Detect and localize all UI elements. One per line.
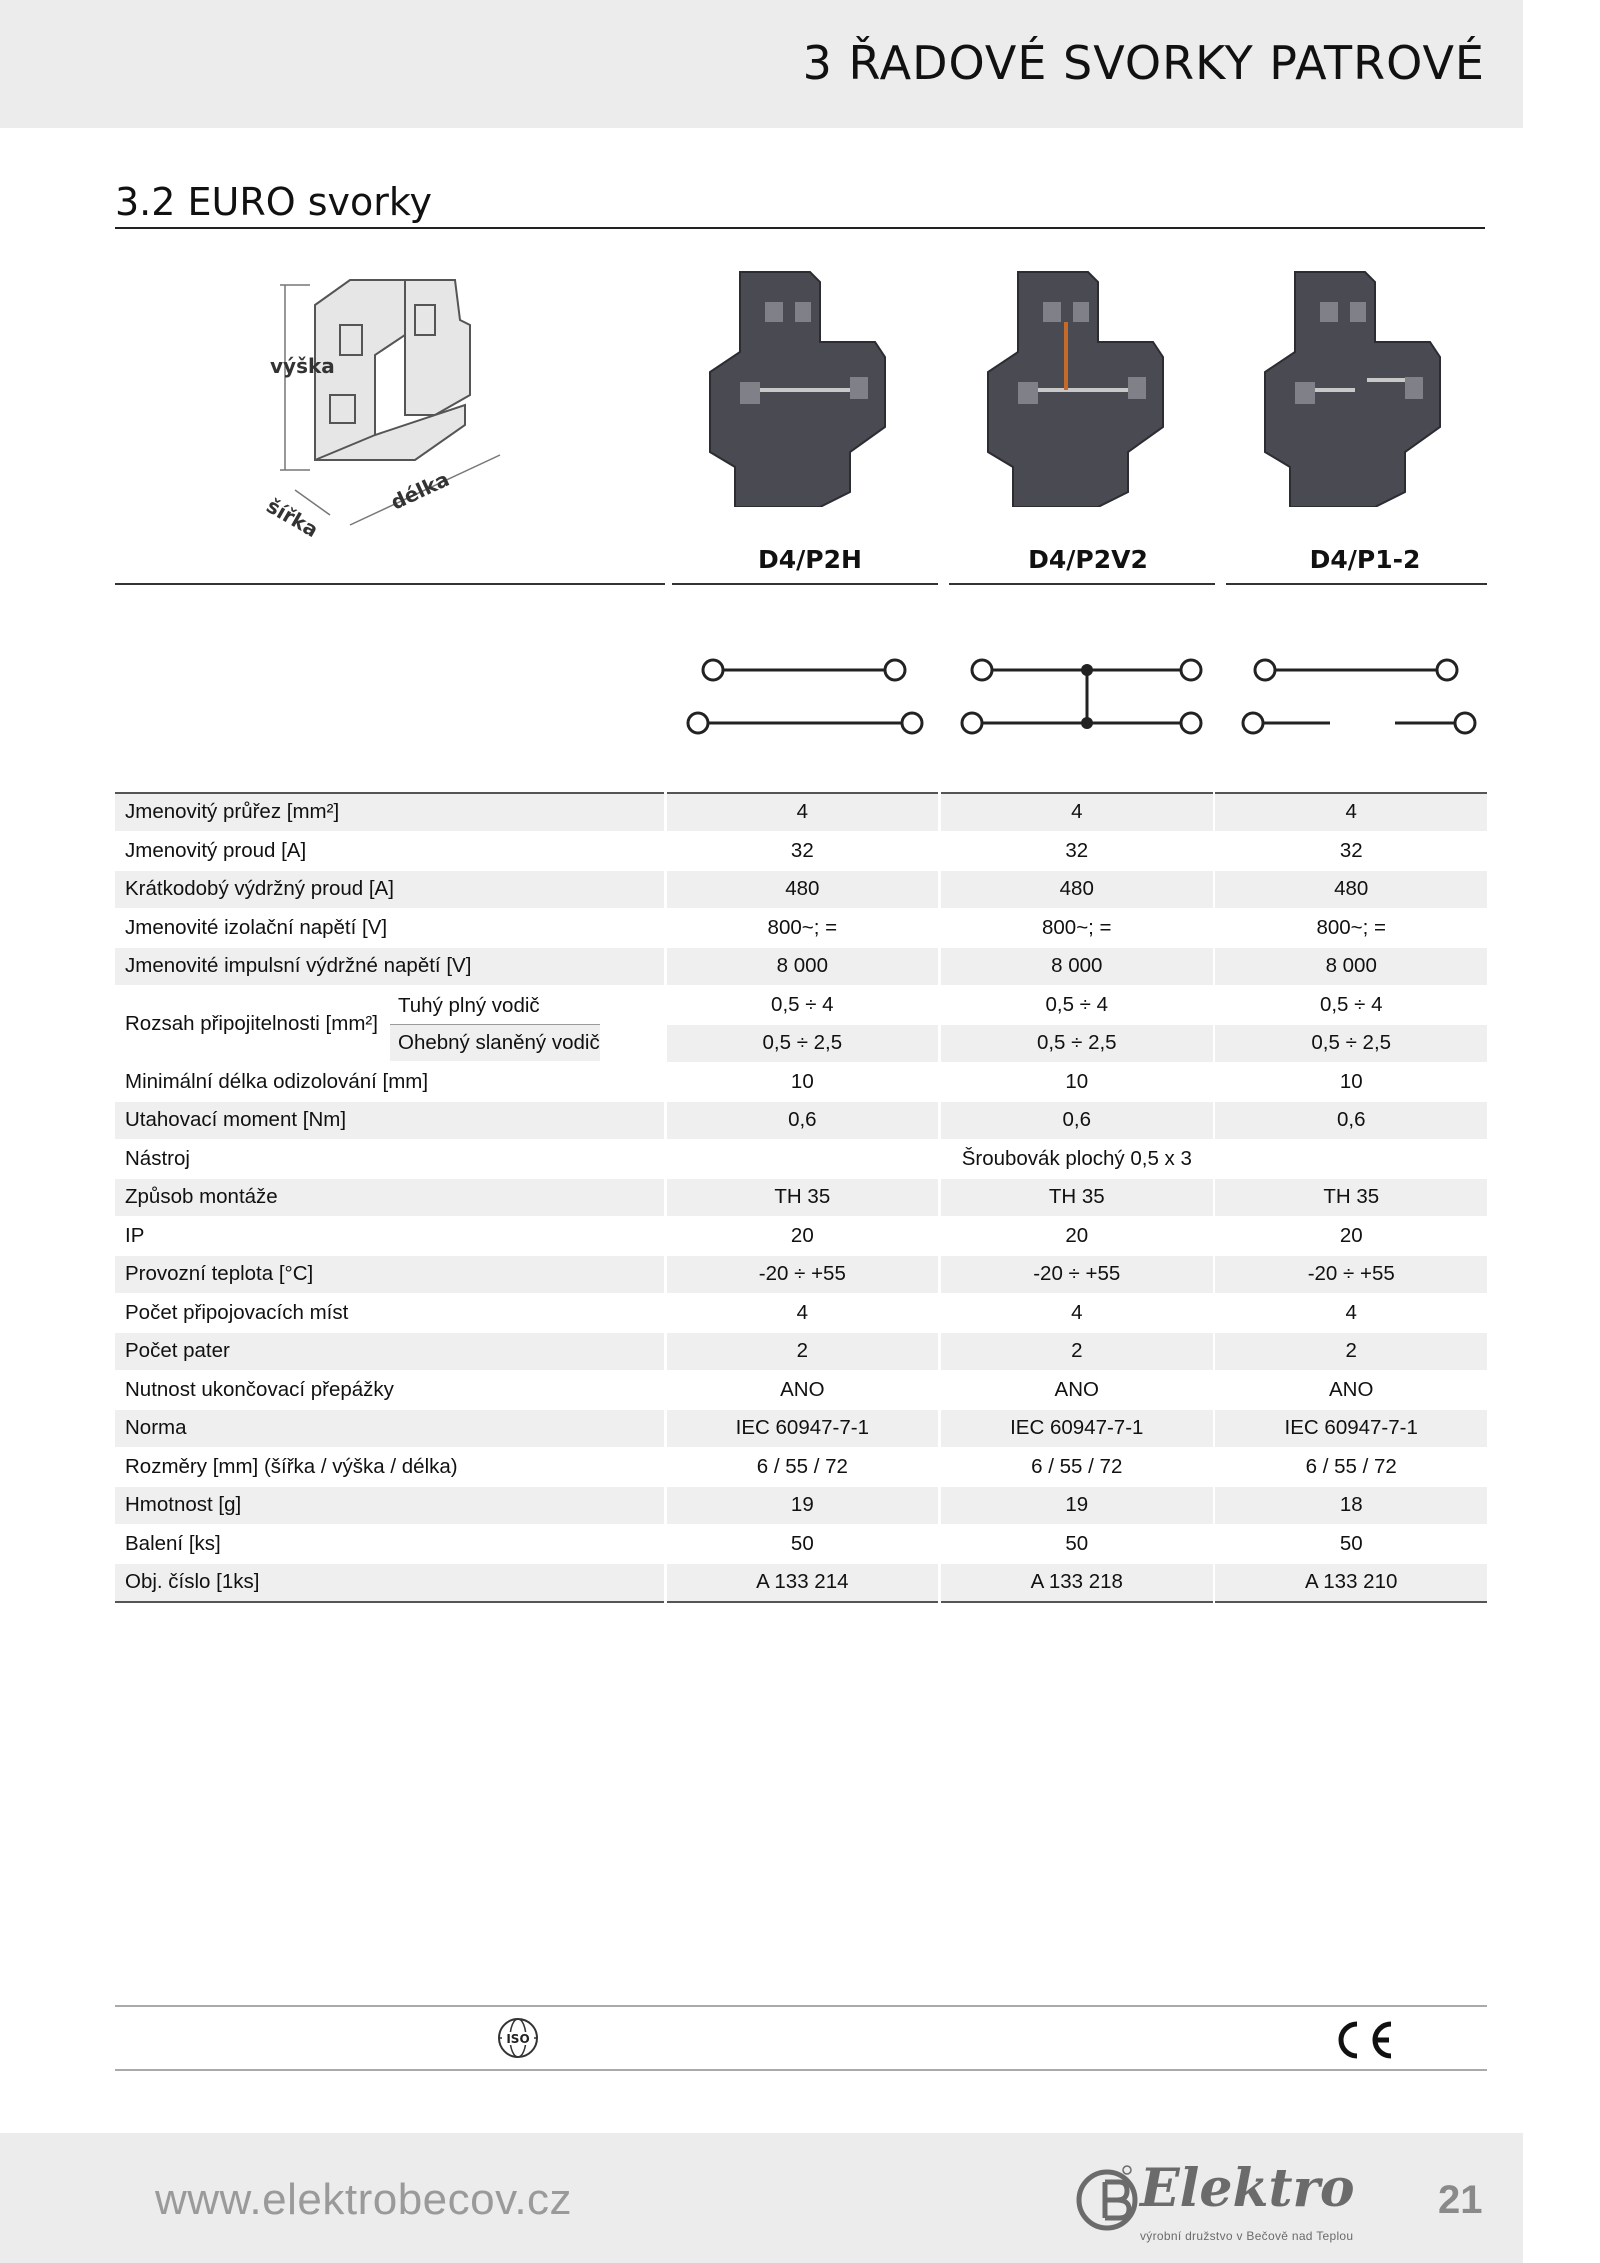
- svg-text:ISO: ISO: [506, 2032, 530, 2046]
- spec-label: Způsob montáže: [115, 1178, 664, 1217]
- connectivity-sublabels: [390, 988, 600, 1061]
- table-row: [115, 1294, 1487, 1333]
- spec-label: Hmotnost [g]: [115, 1486, 664, 1525]
- chapter-title: 3 ŘADOVÉ SVORKY PATROVÉ: [802, 36, 1485, 90]
- table-row: [115, 1371, 1487, 1410]
- spec-value: TH 35: [1215, 1178, 1487, 1217]
- spec-value: -20 ÷ +55: [667, 1255, 939, 1294]
- spec-label: Jmenovitý průřez [mm²]: [115, 793, 664, 832]
- spec-value: A 133 218: [941, 1563, 1213, 1602]
- spec-value: 50: [667, 1525, 939, 1564]
- ce-mark: [1327, 2018, 1397, 2062]
- iso-icon: [496, 2016, 540, 2060]
- spec-value: TH 35: [667, 1178, 939, 1217]
- length-label: délka: [386, 466, 453, 515]
- spec-value: 10: [667, 1063, 939, 1102]
- spec-value: IEC 60947-7-1: [667, 1409, 939, 1448]
- spec-value: -20 ÷ +55: [941, 1255, 1213, 1294]
- table-row: [115, 1525, 1487, 1564]
- logo-subtext: výrobní družstvo v Bečově nad Teplou: [1140, 2229, 1354, 2243]
- spec-value: 32: [941, 832, 1213, 871]
- spec-label: Rozsah připojitelnosti [mm²]: [125, 1012, 378, 1035]
- spec-value: 50: [1215, 1525, 1487, 1564]
- spec-value: 6 / 55 / 72: [1215, 1448, 1487, 1487]
- spec-value: 6 / 55 / 72: [667, 1448, 939, 1487]
- spec-value: 6 / 55 / 72: [941, 1448, 1213, 1487]
- table-row: [115, 832, 1487, 871]
- website-link[interactable]: www.elektrobecov.cz: [155, 2175, 573, 2224]
- page-number: 21: [1438, 2178, 1483, 2222]
- spec-value: 0,5 ÷ 2,5: [941, 1024, 1213, 1063]
- spec-value: 8 000: [1215, 947, 1487, 986]
- height-label: výška: [270, 354, 335, 378]
- table-row: [115, 793, 1487, 832]
- spec-value: Šroubovák plochý 0,5 x 3: [667, 1140, 1487, 1179]
- label-divider: [949, 583, 1215, 585]
- spec-value: 480: [1215, 870, 1487, 909]
- spec-value: 0,5 ÷ 4: [1215, 986, 1487, 1025]
- spec-value: 2: [941, 1332, 1213, 1371]
- table-row: [115, 1063, 1487, 1102]
- table-row: [115, 1563, 1487, 1602]
- product-image-d4-p1-2: [1255, 262, 1455, 507]
- spec-value: 19: [941, 1486, 1213, 1525]
- table-row: [115, 1486, 1487, 1525]
- spec-value: 0,6: [1215, 1101, 1487, 1140]
- spec-value: 8 000: [941, 947, 1213, 986]
- footer-divider: [115, 2069, 1487, 2071]
- spec-value: 0,5 ÷ 2,5: [667, 1024, 939, 1063]
- label-divider: [115, 583, 665, 585]
- table-row: [115, 947, 1487, 986]
- spec-value: 2: [667, 1332, 939, 1371]
- label-divider: [1226, 583, 1487, 585]
- spec-label: Jmenovitý proud [A]: [115, 832, 664, 871]
- spec-value: ANO: [667, 1371, 939, 1410]
- spec-label: Utahovací moment [Nm]: [115, 1101, 664, 1140]
- spec-value: 19: [667, 1486, 939, 1525]
- table-row: [115, 986, 1487, 1025]
- spec-value: ANO: [1215, 1371, 1487, 1410]
- spec-label: Balení [ks]: [115, 1525, 664, 1564]
- spec-value: 0,5 ÷ 4: [941, 986, 1213, 1025]
- spec-value: 20: [667, 1217, 939, 1256]
- spec-value: 10: [941, 1063, 1213, 1102]
- spec-value: IEC 60947-7-1: [1215, 1409, 1487, 1448]
- wiring-schema-d4-p1-2: [1235, 640, 1485, 740]
- spec-value: 480: [667, 870, 939, 909]
- spec-value: 0,6: [941, 1101, 1213, 1140]
- table-row: [115, 1217, 1487, 1256]
- spec-value: 4: [667, 1294, 939, 1333]
- spec-value: 4: [1215, 1294, 1487, 1333]
- spec-value: 4: [941, 1294, 1213, 1333]
- width-label: šířka: [262, 493, 323, 543]
- spec-value: 4: [667, 793, 939, 832]
- spec-value: 2: [1215, 1332, 1487, 1371]
- spec-value: 8 000: [667, 947, 939, 986]
- spec-label: Nástroj: [115, 1140, 664, 1179]
- wiring-schema-d4-p2v2: [960, 640, 1210, 740]
- logo-text: Elektro: [1140, 2158, 1355, 2219]
- spec-value: IEC 60947-7-1: [941, 1409, 1213, 1448]
- wiring-schema-d4-p2h: [685, 640, 935, 740]
- spec-value: TH 35: [941, 1178, 1213, 1217]
- spec-value: 18: [1215, 1486, 1487, 1525]
- section-divider: [115, 227, 1485, 229]
- spec-value: 10: [1215, 1063, 1487, 1102]
- spec-value: 0,6: [667, 1101, 939, 1140]
- spec-sublabel: Tuhý plný vodič: [398, 993, 540, 1017]
- spec-value: 4: [1215, 793, 1487, 832]
- spec-value: A 133 214: [667, 1563, 939, 1602]
- spec-value: A 133 210: [1215, 1563, 1487, 1602]
- specification-table: [115, 792, 1487, 1603]
- spec-value: 20: [1215, 1217, 1487, 1256]
- spec-value: 0,5 ÷ 2,5: [1215, 1024, 1487, 1063]
- spec-value: 50: [941, 1525, 1213, 1564]
- product-image-d4-p2v2: [978, 262, 1178, 507]
- spec-value: -20 ÷ +55: [1215, 1255, 1487, 1294]
- table-row: [115, 1101, 1487, 1140]
- table-row: [115, 1409, 1487, 1448]
- spec-label: Norma: [115, 1409, 664, 1448]
- table-row: [115, 1332, 1487, 1371]
- spec-value: 32: [667, 832, 939, 871]
- connectivity-group: [125, 987, 664, 1062]
- table-row: [115, 1178, 1487, 1217]
- spec-label: Provozní teplota [°C]: [115, 1255, 664, 1294]
- dimension-drawing: [255, 265, 525, 555]
- spec-value: 800~; =: [1215, 909, 1487, 948]
- table-row: [115, 909, 1487, 948]
- spec-value: 32: [1215, 832, 1487, 871]
- product-code: D4/P2H: [758, 545, 862, 574]
- spec-sublabel: Ohebný slaněný vodič: [390, 1024, 600, 1061]
- spec-value: ANO: [941, 1371, 1213, 1410]
- spec-value: 4: [941, 793, 1213, 832]
- spec-label: Minimální délka odizolování [mm]: [115, 1063, 664, 1102]
- spec-label: Jmenovité izolační napětí [V]: [115, 909, 664, 948]
- spec-value: 480: [941, 870, 1213, 909]
- section-title: 3.2 EURO svorky: [115, 180, 433, 224]
- spec-label: Obj. číslo [1ks]: [115, 1563, 664, 1602]
- table-row: [115, 1140, 1487, 1179]
- specification-table-body: [115, 793, 1487, 1602]
- spec-label: Krátkodobý výdržný proud [A]: [115, 870, 664, 909]
- spec-label: Jmenovité impulsní výdržné napětí [V]: [115, 947, 664, 986]
- spec-label: Rozměry [mm] (šířka / výška / délka): [115, 1448, 664, 1487]
- spec-label: Nutnost ukončovací přepážky: [115, 1371, 664, 1410]
- footer-divider: [115, 2005, 1487, 2007]
- connectivity-label-cell: [115, 986, 664, 1063]
- spec-value: 0,5 ÷ 4: [667, 986, 939, 1025]
- label-divider: [672, 583, 938, 585]
- spec-label: Počet pater: [115, 1332, 664, 1371]
- spec-value: 800~; =: [667, 909, 939, 948]
- product-code: D4/P1-2: [1309, 545, 1421, 574]
- table-row: [115, 870, 1487, 909]
- spec-value: 20: [941, 1217, 1213, 1256]
- spec-value: 800~; =: [941, 909, 1213, 948]
- product-code: D4/P2V2: [1028, 545, 1148, 574]
- table-row: [115, 1448, 1487, 1487]
- table-row: [115, 1255, 1487, 1294]
- spec-label: Počet připojovacích míst: [115, 1294, 664, 1333]
- spec-label: IP: [115, 1217, 664, 1256]
- product-image-d4-p2h: [700, 262, 900, 507]
